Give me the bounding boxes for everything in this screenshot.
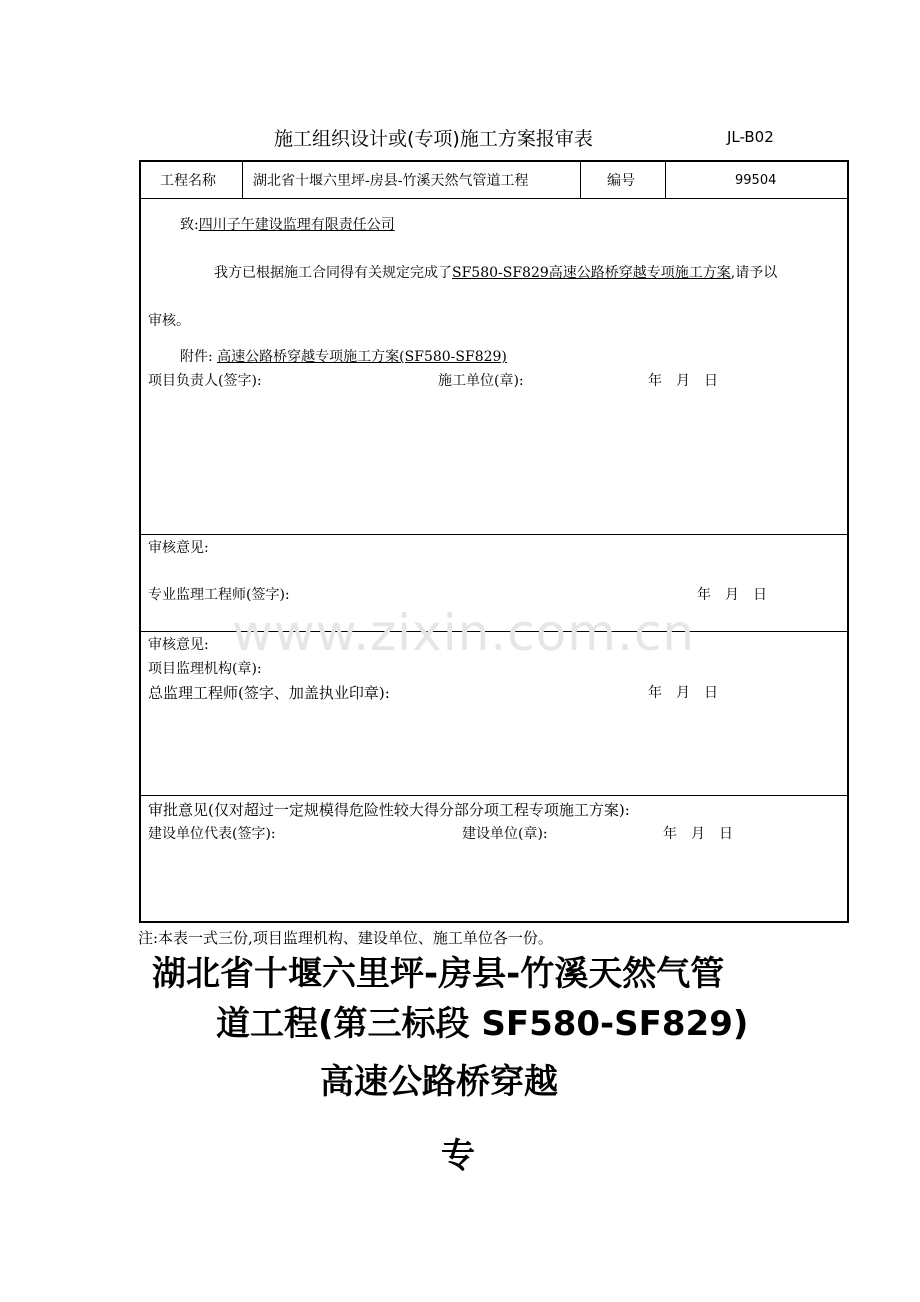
- statement-plan: SF580-SF829高速公路桥穿越专项施工方案: [452, 265, 731, 281]
- review2-opinion-label: 审核意见:: [148, 637, 209, 653]
- form-code: JL-B02: [727, 128, 774, 146]
- column-divider: [580, 160, 581, 198]
- cover-title-line2: 道工程(第三标段 SF580-SF829): [216, 1004, 749, 1044]
- attachment-text: 高速公路桥穿越专项施工方案(SF580-SF829): [217, 349, 507, 365]
- approval-rep-label: 建设单位代表(签字):: [148, 826, 276, 842]
- form-note: 注:本表一式三份,项目监理机构、建设单位、施工单位各一份。: [138, 929, 553, 947]
- cover-title-line3: 高速公路桥穿越: [320, 1062, 558, 1102]
- watermark: www.zixin.com.cn: [232, 604, 696, 662]
- review1-date: 年 月 日: [697, 587, 767, 603]
- cover-title-line1: 湖北省十堰六里坪-房县-竹溪天然气管: [152, 954, 725, 994]
- review2-org-label: 项目监理机构(章):: [148, 661, 262, 677]
- row-divider: [139, 198, 849, 199]
- review1-engineer-label: 专业监理工程师(签字):: [148, 587, 290, 603]
- addressee-prefix: 致:: [180, 217, 199, 233]
- approval-opinion-label: 审批意见(仅对超过一定规模得危险性较大得分部分项工程专项施工方案):: [148, 801, 630, 819]
- statement-suffix: ,请予以: [730, 265, 778, 281]
- attachment-line: [180, 348, 507, 366]
- review2-chief-label: 总监理工程师(签字、加盖执业印章):: [148, 684, 390, 702]
- project-name-value: 湖北省十堰六里坪-房县-竹溪天然气管道工程: [253, 173, 529, 189]
- manager-signature-label: 项目负责人(签字):: [148, 373, 262, 389]
- addressee-line: [180, 216, 395, 234]
- submission-statement: [214, 264, 777, 282]
- addressee-org: 四川子午建设监理有限责任公司: [198, 217, 395, 233]
- column-divider: [665, 160, 666, 198]
- submission-date: 年 月 日: [648, 373, 718, 389]
- project-name-label: 工程名称: [160, 173, 216, 189]
- construction-unit-label: 施工单位(章):: [438, 373, 524, 389]
- approval-unit-label: 建设单位(章):: [462, 826, 548, 842]
- number-label: 编号: [607, 173, 635, 189]
- cover-title-line4: 专: [441, 1136, 475, 1176]
- attachment-label: 附件:: [180, 349, 218, 365]
- approval-date: 年 月 日: [663, 826, 733, 842]
- row-divider: [139, 795, 849, 796]
- review2-date: 年 月 日: [648, 685, 718, 701]
- number-value: 99504: [735, 173, 777, 188]
- column-divider: [242, 160, 243, 198]
- row-divider: [139, 534, 849, 535]
- statement-prefix: 我方已根据施工合同得有关规定完成了: [214, 265, 452, 281]
- statement-line2: 审核。: [148, 313, 190, 329]
- review1-opinion-label: 审核意见:: [148, 540, 209, 556]
- form-title: 施工组织设计或(专项)施工方案报审表: [274, 128, 593, 150]
